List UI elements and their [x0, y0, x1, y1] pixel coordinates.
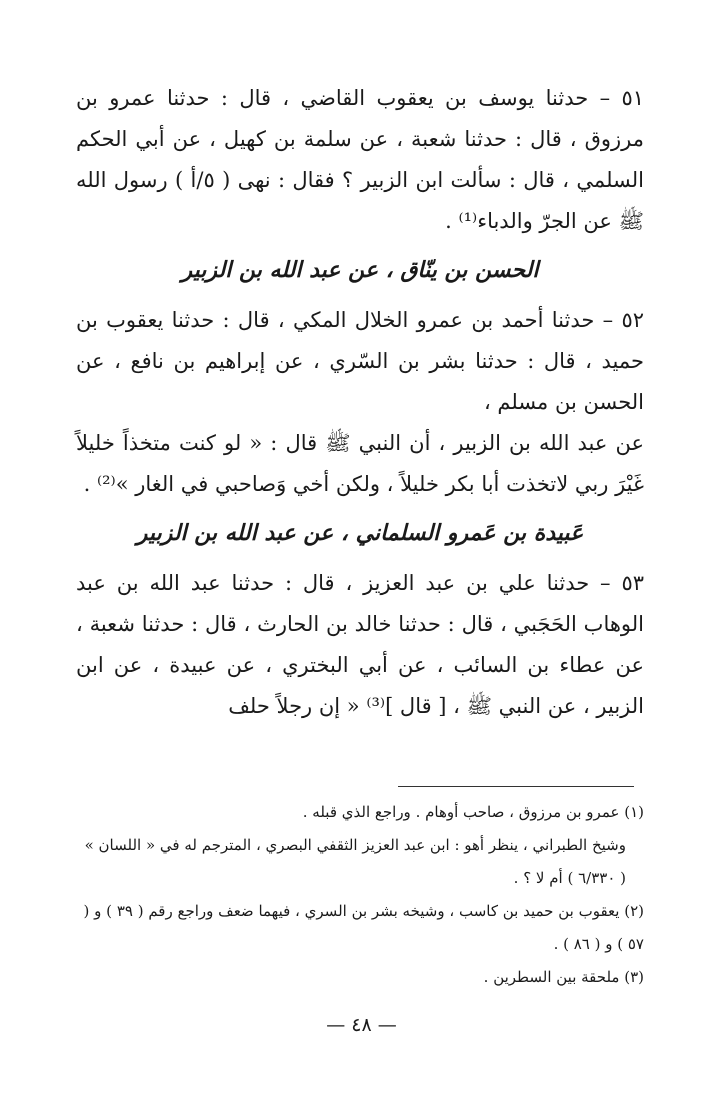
- section-heading-abida: عَبيدة بن عَمرو السلماني ، عن عبد الله بن الزبير: [136, 520, 584, 546]
- main-text: [76, 78, 644, 727]
- hadith-51: ٥١ – حدثنا يوسف بن يعقوب القاضي ، قال : حدثنا عمرو بن مرزوق ، قال : حدثنا شعبة ، عن سلمة بن كهيل ، عن أبي الحكم السلمي ، قال : سألت ابن الزبير ؟ فقال : نهى ( ٥/أ ) رسول الله ﷺ عن الجرّ والدباء⁽¹⁾ .: [76, 86, 644, 233]
- footnote-3: (٣) ملحقة بين السطرين .: [483, 968, 644, 986]
- hadith-53: ٥٣ – حدثنا علي بن عبد العزيز ، قال : حدثنا عبد الله بن عبد الوهاب الحَجَبي ، قال : حدثنا خالد بن الحارث ، قال : حدثنا شعبة ، عن عطاء بن السائب ، عن أبي البختري ، عن عبيدة ، عن ابن الزبير ، عن النبي ﷺ ، [ قال ]⁽³⁾ « إن رجلاً حلف: [76, 571, 644, 718]
- footnote-2: (٢) يعقوب بن حميد بن كاسب ، وشيخه بشر بن السري ، فيهما ضعف وراجع رقم ( ٣٩ ) و ( ٥٧ ) و ( ٨٦ ) .: [83, 902, 644, 953]
- footnotes: [76, 796, 644, 994]
- section-heading-hasan: الحسن بن ينّاق ، عن عبد الله بن الزبير: [181, 257, 539, 283]
- footnote-1: (١) عمرو بن مرزوق ، صاحب أوهام . وراجع الذي قبله .: [302, 803, 644, 821]
- footnote-1-continued: وشيخ الطبراني ، ينظر أهو : ابن عبد العزيز الثقفي البصري ، المترجم له في « اللسان » ( ٦/٣٣٠ ) أم لا ؟ .: [84, 836, 626, 887]
- hadith-52: ٥٢ – حدثنا أحمد بن عمرو الخلال المكي ، قال : حدثنا يعقوب بن حميد ، قال : حدثنا بشر بن السّري ، عن إبراهيم بن نافع ، عن الحسن بن مسلم ،: [76, 308, 644, 414]
- hadith-52-matn: عن عبد الله بن الزبير ، أن النبي ﷺ قال : « لو كنت متخذاً خليلاً غَيْرَ ربي لاتخذت أبا بكر خليلاً ، ولكن أخي وَصاحبي في الغار »⁽²⁾ .: [76, 431, 644, 496]
- page-number: — ٤٨ —: [326, 1014, 397, 1036]
- footnote-divider: [398, 786, 634, 787]
